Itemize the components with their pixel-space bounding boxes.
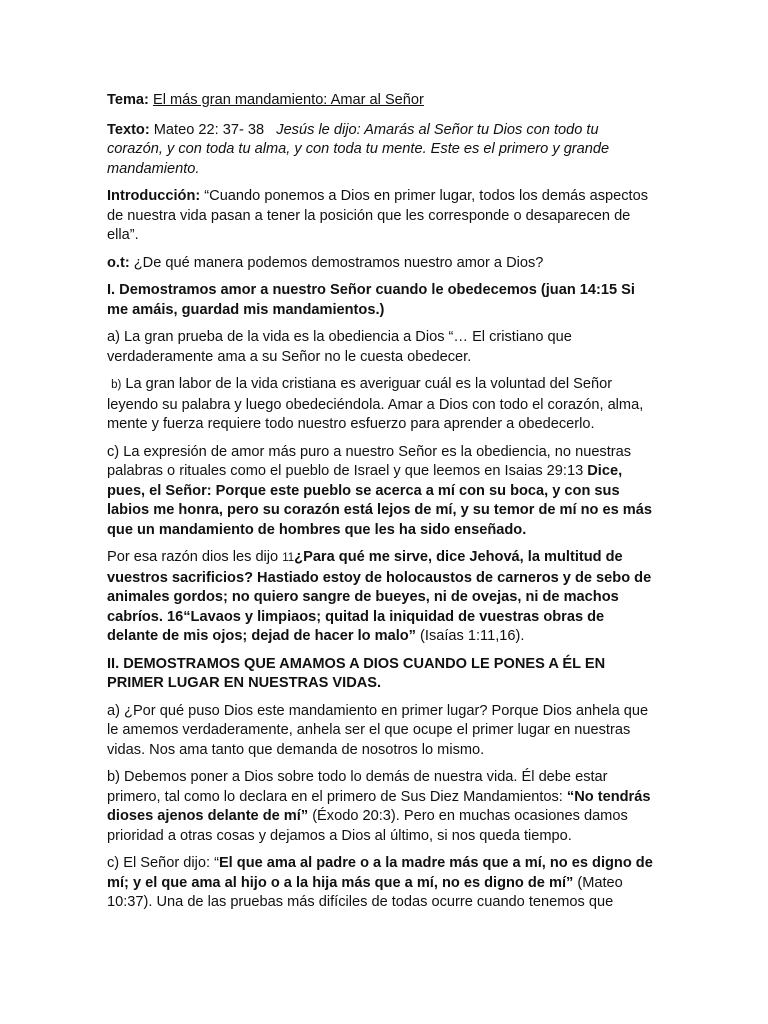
s2-point-c-quote: El que ama al padre o a la madre más que a mí, no es digno de mí; y el que ama al hijo o a la hija más que a mí, no es digno de mí”	[107, 855, 653, 891]
ot-text: ¿De qué manera podemos demostramos nuestro amor a Dios?	[129, 254, 544, 271]
tema-line	[107, 91, 658, 111]
section-1-point-c	[107, 443, 658, 541]
ot-paragraph	[107, 254, 658, 274]
section-2-point-c	[107, 854, 658, 913]
point-b-marker: b)	[111, 379, 122, 391]
point-d-ref: (Isaías 1:11,16).	[415, 628, 525, 644]
point-c-text: c) La expresión de amor más puro a nuestro Señor es la obediencia, no nuestras palabras o rituales como el pueblo de Israel y que leemos en Isaias 29:13	[107, 443, 632, 479]
texto-paragraph	[107, 121, 658, 180]
section-1-point-d	[107, 548, 658, 647]
introduccion-label: Introducción:	[107, 188, 201, 204]
point-d-quote: ¿Para qué me sirve, dice Jehová, la multitud de vuestros sacrificios? Hastiado estoy de holocaustos de carneros y de sebo de animales gordos; no quiero sangre de bueyes, ni de ovejas, ni de machos cabríos. 16“Lavaos y limpiaos; quitad la iniquidad de vuestras obras de delante de mis ojos; dejad de hacer lo malo”	[107, 549, 652, 644]
section-1-heading: I. Demostramos amor a nuestro Señor cuando le obedecemos (juan 14:15 Si me amáis, guardad mis mandamientos.)	[107, 282, 635, 318]
section-1-point-b	[107, 375, 658, 435]
section-1-point-a: a) La gran prueba de la vida es la obediencia a Dios “… El cristiano que verdaderamente ama a su Señor no le cuesta obedecer.	[107, 329, 572, 365]
tema-label: Tema:	[107, 92, 149, 108]
section-2-heading: II. DEMOSTRAMOS QUE AMAMOS A DIOS CUANDO LE PONES A ÉL EN PRIMER LUGAR EN NUESTRAS VIDAS.	[107, 655, 606, 691]
s2-point-c-text: c) El Señor dijo: “	[107, 855, 219, 871]
tema-title: El más gran mandamiento: Amar al Señor	[152, 92, 424, 108]
s2-point-b-rest: (Éxodo 20:3). Pero en muchas ocasiones damos prioridad a otras cosas y dejamos a Dios al último, si nos queda tiempo.	[107, 808, 628, 844]
section-2-point-b	[107, 768, 658, 846]
point-b-text: La gran labor de la vida cristiana es averiguar cuál es la voluntad del Señor leyendo su palabra y luego obedeciéndola. Amar a Dios con todo el corazón, alma, mente y fuerza requiere todo nuestro esfuerzo para aprender a obedecerlo.	[107, 376, 644, 432]
point-d-text: Por esa razón dios les dijo	[107, 549, 283, 565]
texto-quote: Jesús le dijo: Amarás al Señor tu Dios con todo tu corazón, y con toda tu alma, y con toda tu mente. Este es el primero y grande mandamiento.	[107, 121, 610, 177]
section-2-point-a: a) ¿Por qué puso Dios este mandamiento en primer lugar? Porque Dios anhela que le amemos verdaderamente, anhela ser el que ocupe el primer lugar en nuestras vidas. Nos ama tanto que demanda de nosotros lo mismo.	[107, 702, 649, 758]
texto-ref: Mateo 22: 37- 38	[149, 121, 277, 138]
texto-label: Texto:	[107, 121, 150, 138]
ot-label: o.t:	[107, 254, 130, 271]
introduccion-paragraph	[107, 187, 658, 246]
s2-point-c-rest: (Mateo 10:37). Una de las pruebas más difíciles de todas ocurre cuando tenemos que	[107, 874, 623, 910]
introduccion-text: “Cuando ponemos a Dios en primer lugar, todos los demás aspectos de nuestra vida pasan a tener la posición que les corresponde o desaparecen de ella”.	[107, 188, 649, 243]
verse-number: 11	[282, 552, 295, 564]
s2-point-b-quote: “No tendrás dioses ajenos delante de mí”	[107, 788, 651, 824]
point-c-quote: Dice, pues, el Señor: Porque este pueblo se acerca a mí con su boca, y con sus labios me honra, pero su corazón está lejos de mí, y su temor de mí no es más que un mandamiento de hombres que les ha sido enseñado.	[107, 463, 652, 538]
s2-point-b-text: b) Debemos poner a Dios sobre todo lo demás de nuestra vida. Él debe estar primero, tal como lo declara en el primero de Sus Diez Mandamientos:	[107, 769, 608, 805]
